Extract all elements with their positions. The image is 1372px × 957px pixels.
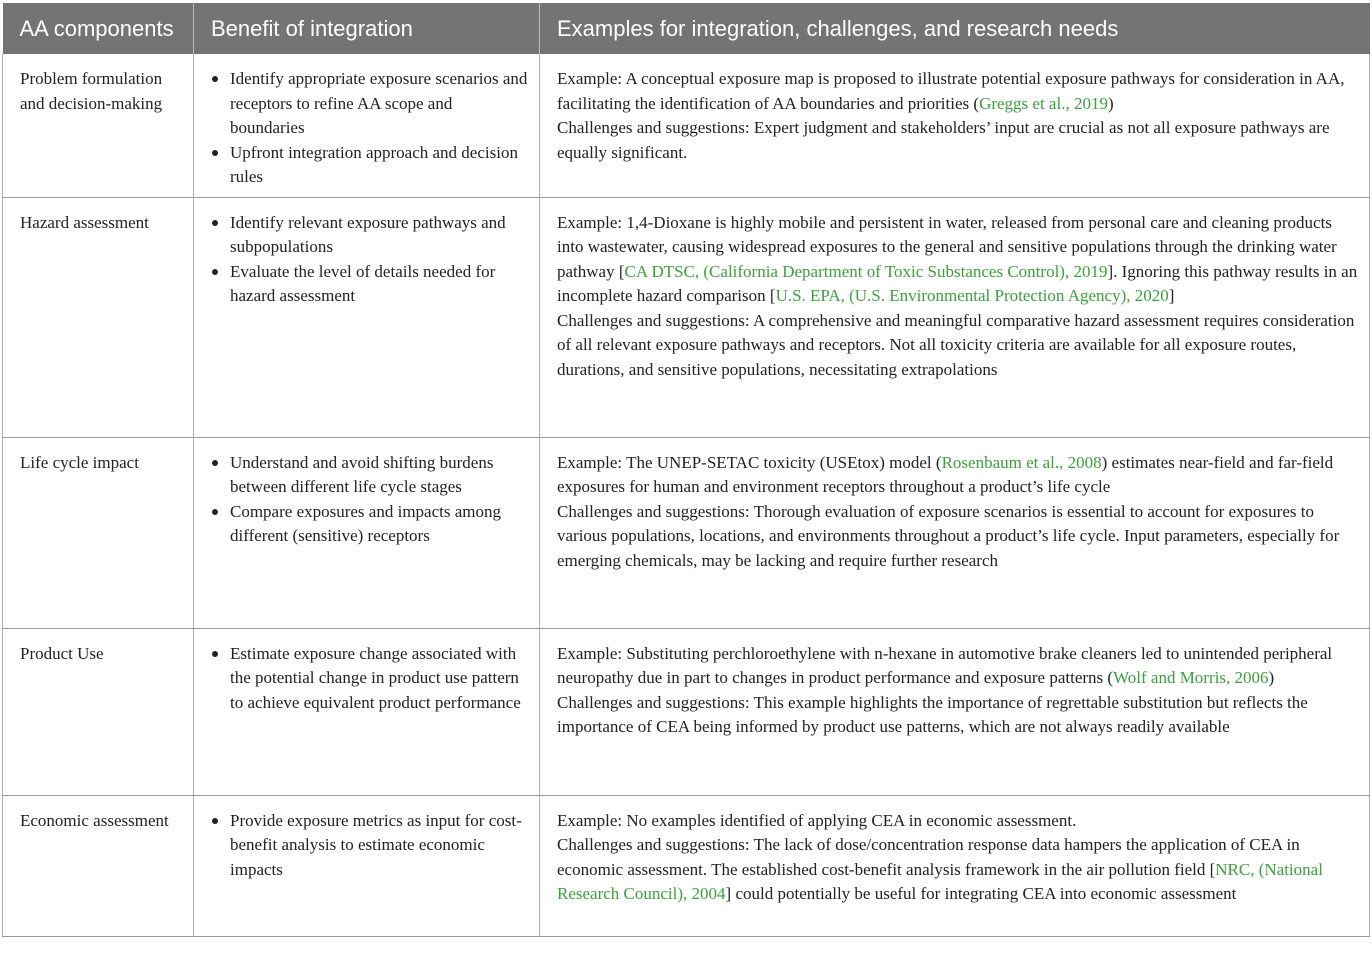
benefit-list [211, 67, 529, 190]
challenges-text: Challenges and suggestions: Expert judgment and stakeholders’ input are crucial as not all exposure pathways are equally significant. [557, 118, 1330, 162]
table-row [3, 795, 1370, 936]
reference-link[interactable]: CA DTSC, (California Department of Toxic Substances Control), 2019 [624, 261, 1108, 281]
benefit-cell [194, 795, 540, 936]
benefit-list [211, 809, 529, 883]
reference-link[interactable]: Greggs et al., 2019 [979, 93, 1108, 113]
examples-cell [540, 54, 1370, 197]
benefit-item: Provide exposure metrics as input for cost-benefit analysis to estimate economic impacts [211, 809, 529, 883]
challenges-text: Challenges and suggestions: This example highlights the importance of regrettable substitution but reflects the importance of CEA being informed by product use patterns, which are not always readily available [557, 692, 1308, 736]
challenges-text: Challenges and suggestions: A comprehensive and meaningful comparative hazard assessment requires consideration of all relevant exposure pathways and receptors. Not all toxicity criteria are available for all exposure routes, durations, and sensitive populations, necessitating extrapolations [557, 310, 1355, 379]
benefit-item: Identify relevant exposure pathways and subpopulations [211, 211, 529, 260]
examples-cell [540, 197, 1370, 437]
benefit-item: Compare exposures and impacts among different (sensitive) receptors [211, 500, 529, 549]
benefit-item: Estimate exposure change associated with the potential change in product use pattern to achieve equivalent product performance [211, 642, 529, 716]
table-row [3, 197, 1370, 437]
component-cell: Product Use [3, 628, 194, 795]
example-text: Example: A conceptual exposure map is proposed to illustrate potential exposure pathways for consideration in AA, facilitating the identification of AA boundaries and priorities (Greggs et al., 2019) [557, 69, 1345, 113]
benefit-cell [194, 437, 540, 628]
benefit-list [211, 642, 529, 716]
component-cell: Problem formulation and decision-making [3, 54, 194, 197]
example-text: Example: No examples identified of applying CEA in economic assessment. [557, 810, 1077, 830]
challenges-text: Challenges and suggestions: The lack of dose/concentration response data hampers the application of CEA in economic assessment. The established cost-benefit analysis framework in the air pollution field [NRC, (National Research Council), 2004] could potentially be useful for integrating CEA into economic assessment [557, 835, 1323, 903]
benefit-item: Upfront integration approach and decision rules [211, 141, 529, 190]
component-cell: Hazard assessment [3, 197, 194, 437]
benefit-list [211, 451, 529, 549]
header-aa-components: AA components [3, 3, 194, 54]
aa-integration-table [2, 3, 1370, 937]
benefit-item: Identify appropriate exposure scenarios and receptors to refine AA scope and boundaries [211, 67, 529, 141]
reference-link[interactable]: U.S. EPA, (U.S. Environmental Protection Agency), 2020 [775, 286, 1169, 305]
example-text: Example: The UNEP-SETAC toxicity (USEtox) model (Rosenbaum et al., 2008) estimates near-field and far-field exposures for human and environment receptors throughout a product’s life cycle [557, 452, 1334, 496]
reference-link[interactable]: NRC, (National Research Council), 2004 [557, 859, 1323, 903]
example-text: Example: 1,4-Dioxane is highly mobile and persistent in water, released from personal care and cleaning products into wastewater, causing widespread exposures to the general and sensitive populations through the drinking water pathway [CA DTSC, (California Department of Toxic Substances Control), 2019]. Ignoring this pathway results in an incomplete hazard comparison [U.S. EPA, (U.S. Environmental Protection Agency), 2020] [557, 212, 1358, 305]
benefit-cell [194, 628, 540, 795]
component-cell: Life cycle impact [3, 437, 194, 628]
examples-cell [540, 628, 1370, 795]
benefit-item: Evaluate the level of details needed for hazard assessment [211, 260, 529, 309]
reference-link[interactable]: Wolf and Morris, 2006 [1113, 668, 1269, 687]
benefit-item: Understand and avoid shifting burdens between different life cycle stages [211, 451, 529, 500]
component-cell: Economic assessment [3, 795, 194, 936]
table-row [3, 437, 1370, 628]
header-row [3, 3, 1370, 54]
table-row [3, 54, 1370, 197]
examples-cell [540, 437, 1370, 628]
header-benefit: Benefit of integration [194, 3, 540, 54]
header-examples: Examples for integration, challenges, and research needs [540, 3, 1370, 54]
table-row [3, 628, 1370, 795]
examples-cell [540, 795, 1370, 936]
example-text: Example: Substituting perchloroethylene with n-hexane in automotive brake cleaners led to unintended peripheral neuropathy due in part to changes in product performance and exposure patterns (Wolf and Morris, 2006) [557, 643, 1333, 687]
benefit-list [211, 211, 529, 309]
benefit-cell [194, 197, 540, 437]
reference-link[interactable]: Rosenbaum et al., 2008 [941, 452, 1102, 472]
benefit-cell [194, 54, 540, 197]
challenges-text: Challenges and suggestions: Thorough evaluation of exposure scenarios is essential to account for exposures to various populations, locations, and environments throughout a product’s life cycle. Input parameters, especially for emerging chemicals, may be lacking and require further research [557, 501, 1340, 570]
